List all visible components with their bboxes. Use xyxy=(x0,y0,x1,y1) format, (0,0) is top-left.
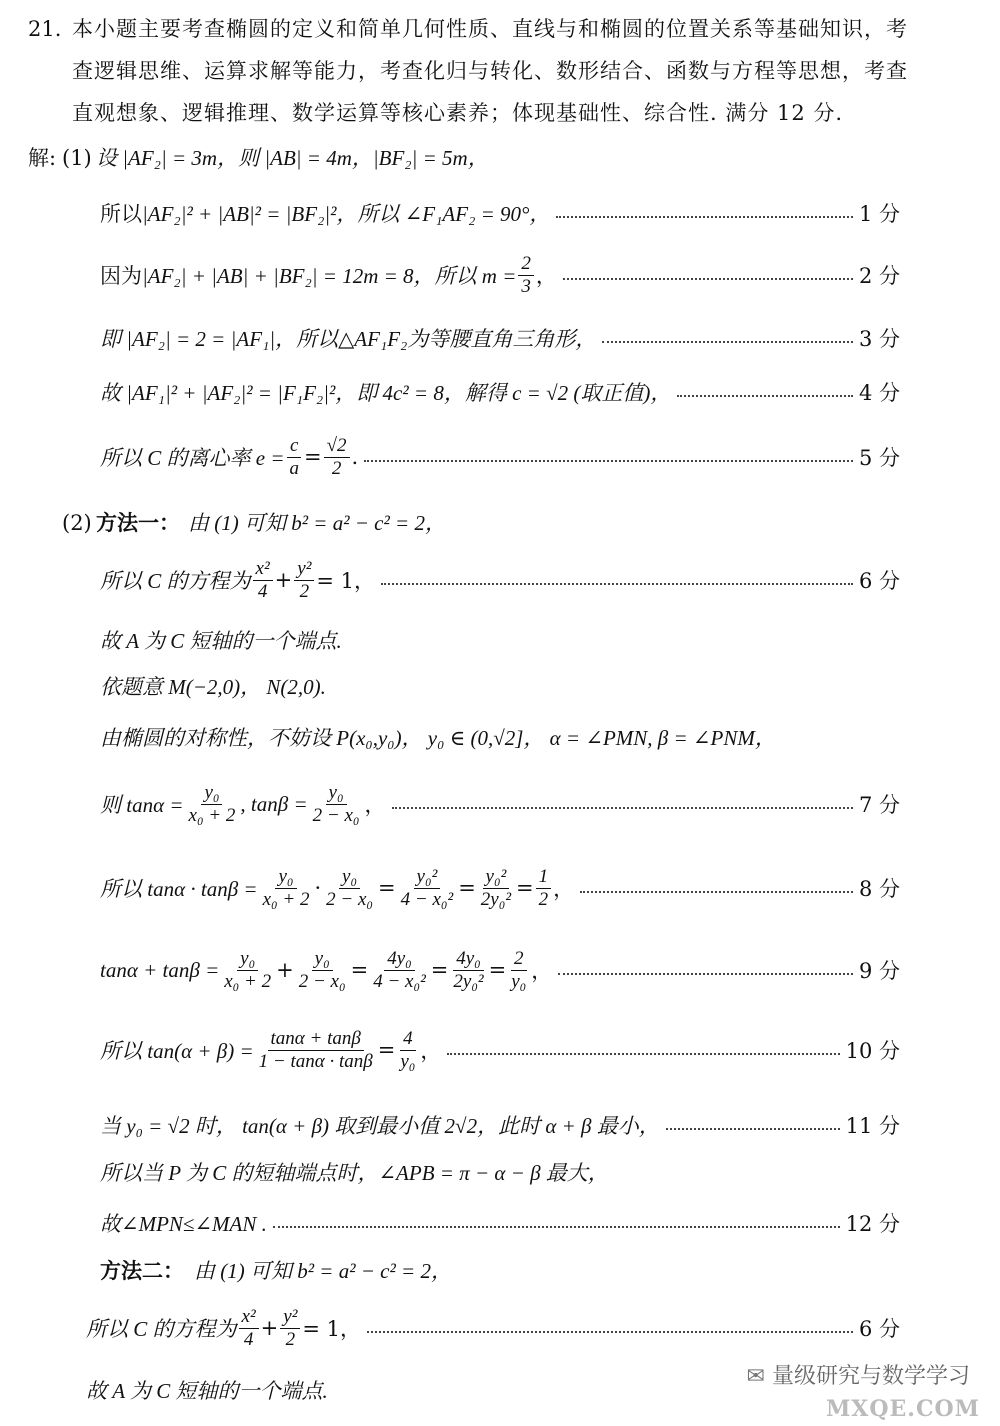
watermark-site: MXQE.COM xyxy=(825,1396,980,1422)
fraction: $\frac{\text{y²}}{2}$ xyxy=(280,1306,300,1351)
part1-step0: 设 |AF₂| = 3m，则 |AB| = 4m，|BF₂| = 5m， xyxy=(96,146,489,170)
fraction: $\frac{\text{4y₀}}{\text{4 − x₀²}}$ xyxy=(373,948,426,992)
fraction: $\frac{√2}{2}$ xyxy=(324,435,350,480)
part1-step5-text: 所以 C 的离心率 e = xyxy=(100,446,285,471)
part1-step2-text: 因为 xyxy=(100,264,142,289)
ellipse-equation-text: 所以 C 的方程为 xyxy=(100,569,251,594)
part1-step3 xyxy=(100,323,900,353)
part1-step5: 所以 C 的离心率 e = $\frac{c}{a}$ = $\frac{√2}{2}$ . 5 分 xyxy=(100,435,900,479)
fraction: $\frac{c}{a}$ xyxy=(287,435,303,480)
fraction: $\frac{\text{y₀}}{\text{2 − x₀}}$ xyxy=(326,866,374,910)
fraction: $\frac{4}{\text{y₀}}$ xyxy=(400,1028,416,1072)
fraction: $\frac{\text{y²}}{2}$ xyxy=(294,558,314,603)
part1-step2-math: |AF₂| + |AB| + |BF₂| = 12m = 8，所以 m = xyxy=(142,264,517,289)
method1-label: 方法一： xyxy=(96,511,180,535)
fraction: $\frac{\text{y₀}}{\text{2 − x₀}}$ xyxy=(298,948,346,992)
intro-line-2: 查逻辑思维、运算求解等能力，考查化归与转化、数形结合、函数与方程等思想，考查 xyxy=(72,59,908,83)
watermark-account: ✉ 量级研究与数学学习 xyxy=(746,1364,970,1389)
part1-step2: 因为 |AF₂| + |AB| + |BF₂| = 12m = 8，所以 m = $\frac{2}{3}$ ， 2 分 xyxy=(100,253,900,297)
score-6: 6 分 xyxy=(858,569,900,594)
dot-leader xyxy=(381,583,853,585)
score-7: 7 分 xyxy=(858,793,900,818)
part1-step3-text: 即 |AF₂| = 2 = |AF₁|，所以△AF₁F₂为等腰直角三角形， xyxy=(100,327,597,351)
intro-line-3: 直观想象、逻辑推理、数学运算等核心素养；体现基础性、综合性. 满分 12 分. xyxy=(72,101,844,125)
part1-step1-text: 所以 xyxy=(100,202,142,226)
fraction: $\frac{\text{y₀}}{\text{x₀ + 2}}$ xyxy=(224,948,272,992)
dot-leader xyxy=(602,341,853,343)
dot-leader xyxy=(563,278,853,280)
fraction: $\frac{1}{2}$ xyxy=(536,866,552,911)
part1-step4-text: 故 |AF₁|² + |AF₂|² = |F₁F₂|²，即 4c² = 8，解得 c = √2 (取正值)， xyxy=(100,381,672,405)
symmetry-line: 由椭圆的对称性，不妨设 P(x₀,y₀)， y₀ ∈ (0,√2]， α = ∠PMN, β = ∠PNM， xyxy=(100,726,776,750)
dot-leader xyxy=(364,460,853,462)
score-8: 8 分 xyxy=(858,877,900,902)
wechat-icon: ✉ xyxy=(746,1364,765,1389)
tan-product-line: 所以 tanα · tanβ = $\frac{\text{y₀}}{\text{x₀ + 2}}$ · $\frac{\text{y₀}}{\text{2 − x₀}}$ = $\frac{\text{y₀²}}{\text{4 − x₀²}}$ = $\frac{\text{y₀²}}{\text{2y₀²}}$ = $\frac{1}{2}$ ， 8 分 xyxy=(100,866,900,910)
score-12: 12 分 xyxy=(845,1212,900,1236)
ellipse-equation-2: 所以 C 的方程为 $\frac{\text{x²}}{4}$ + $\frac{\text{y²}}{2}$ = 1， 6 分 xyxy=(86,1306,900,1350)
tan-line: 则 tanα = $\frac{\text{y₀}}{\text{x₀ + 2}}$ , tanβ = $\frac{\text{y₀}}{\text{2 − x₀}}$ ， 7 分 xyxy=(100,782,900,826)
score-3: 3 分 xyxy=(858,327,900,351)
fraction: $\frac{\text{y₀²}}{\text{2y₀²}}$ xyxy=(480,866,512,910)
score-10: 10 分 xyxy=(845,1039,900,1064)
fraction: $\frac{\tan\alpha + \tan\beta}{1 - \tan\alpha \cdot \tan\beta}$ xyxy=(258,1028,373,1072)
short-axis-line: 故 A 为 C 短轴的一个端点. xyxy=(100,629,342,653)
part1-step1-math: |AF₂|² + |AB|² = |BF₂|²，所以 ∠F₁AF₂ = 90°， xyxy=(142,202,551,226)
score-4: 4 分 xyxy=(858,381,900,405)
dot-leader xyxy=(447,1053,839,1055)
fraction: $\frac{\text{y₀²}}{\text{4 − x₀²}}$ xyxy=(400,866,454,910)
part2-label: (2) xyxy=(62,511,92,535)
score-9: 9 分 xyxy=(858,959,900,984)
fraction: $\frac{2}{\text{y₀}}$ xyxy=(511,948,527,992)
conclusion-line: 故∠MPN≤∠MAN . 12 分 xyxy=(100,1208,900,1238)
mn-points-line: 依题意 M(−2,0)， N(2,0). xyxy=(100,675,326,699)
dot-leader xyxy=(392,807,853,809)
short-axis-line-2: 故 A 为 C 短轴的一个端点. xyxy=(86,1379,328,1403)
fraction: $\frac{\text{x²}}{4}$ xyxy=(239,1306,259,1351)
problem-number: 21. xyxy=(28,17,62,41)
fraction: $\frac{\text{y₀}}{\text{x₀ + 2}}$ xyxy=(188,782,236,826)
tan-alpha-beta-line: 所以 tan(α + β) = $\frac{\tan\alpha + \tan\beta}{1 - \tan\alpha \cdot \tan\beta}$ = $\frac{4}{\text{y₀}}$ ， 10 分 xyxy=(100,1028,900,1072)
score-5: 5 分 xyxy=(858,446,900,471)
intro-line-1: 本小题主要考查椭圆的定义和简单几何性质、直线与和椭圆的位置关系等基础知识，考 xyxy=(72,17,908,41)
method1-intro: 由 (1) 可知 b² = a² − c² = 2， xyxy=(188,511,446,535)
method2-label: 方法二： xyxy=(100,1259,184,1283)
dot-leader xyxy=(273,1226,840,1228)
ellipse-equation: 所以 C 的方程为 $\frac{\text{x²}}{4}$ + $\frac{\text{y²}}{2}$ = 1， 6 分 xyxy=(100,558,900,602)
dot-leader xyxy=(677,395,853,397)
part1-step1 xyxy=(100,198,900,228)
score-2: 2 分 xyxy=(858,264,900,289)
tan-sum-line: tanα + tanβ = $\frac{\text{y₀}}{\text{x₀ + 2}}$ + $\frac{\text{y₀}}{\text{2 − x₀}}$ = $\frac{\text{4y₀}}{\text{4 − x₀²}}$ = $\frac{\text{4y₀}}{\text{2y₀²}}$ = $\frac{2}{\text{y₀}}$ ， 9 分 xyxy=(100,948,900,992)
part1-step4 xyxy=(100,377,900,407)
part1-label: (1) xyxy=(62,146,92,170)
apb-line: 所以当 P 为 C 的短轴端点时，∠APB = π − α − β 最大， xyxy=(100,1161,609,1185)
method2-intro: 由 (1) 可知 b² = a² − c² = 2， xyxy=(194,1259,452,1283)
score-6b: 6 分 xyxy=(858,1317,900,1342)
fraction: $\frac{\text{y₀}}{\text{x₀ + 2}}$ xyxy=(262,866,310,910)
dot-leader xyxy=(558,973,853,975)
dot-leader xyxy=(580,891,853,893)
dot-leader xyxy=(367,1331,853,1333)
score-11: 11 分 xyxy=(845,1114,900,1138)
dot-leader xyxy=(666,1128,840,1130)
score-1: 1 分 xyxy=(858,202,900,226)
fraction: $\frac{\text{4y₀}}{\text{2y₀²}}$ xyxy=(453,948,484,992)
solution-label: 解: xyxy=(28,146,57,170)
fraction: $\frac{2}{3}$ xyxy=(518,253,534,298)
dot-leader xyxy=(556,216,853,218)
fraction: $\frac{\text{x²}}{4}$ xyxy=(253,558,273,603)
fraction: $\frac{\text{y₀}}{\text{2 − x₀}}$ xyxy=(312,782,360,826)
minimum-line: 当 y₀ = √2 时， tan(α + β) 取到最小值 2√2，此时 α + β 最小， 11 分 xyxy=(100,1110,900,1140)
